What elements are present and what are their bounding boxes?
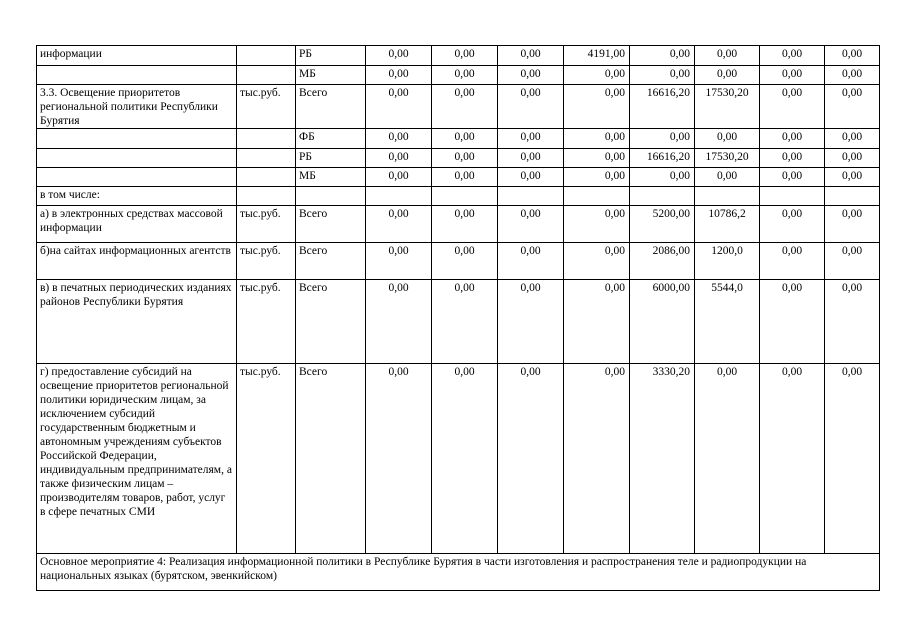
value-cell: 0,00 xyxy=(564,280,630,364)
value-cell: 0,00 xyxy=(825,206,880,243)
value-cell: 10786,2 xyxy=(695,206,760,243)
value-cell: 0,00 xyxy=(498,280,564,364)
table-row xyxy=(37,243,880,280)
source-cell: ФБ xyxy=(296,129,366,149)
row-name-cell: б)на сайтах информационных агентств xyxy=(37,243,237,280)
unit-cell xyxy=(237,187,296,206)
value-cell: 0,00 xyxy=(564,364,630,554)
value-cell: 0,00 xyxy=(825,85,880,129)
value-cell: 0,00 xyxy=(366,168,432,187)
value-cell: 16616,20 xyxy=(630,85,695,129)
value-cell: 0,00 xyxy=(695,66,760,85)
value-cell: 4191,00 xyxy=(564,46,630,66)
source-cell: РБ xyxy=(296,149,366,168)
table-row xyxy=(37,66,880,85)
value-cell: 17530,20 xyxy=(695,85,760,129)
row-name-cell: а) в электронных средствах массовой информации xyxy=(37,206,237,243)
table-row xyxy=(37,168,880,187)
value-cell: 1200,0 xyxy=(695,243,760,280)
value-cell: 0,00 xyxy=(760,206,825,243)
value-cell xyxy=(760,187,825,206)
unit-cell: тыс.руб. xyxy=(237,280,296,364)
value-cell: 0,00 xyxy=(760,85,825,129)
value-cell xyxy=(366,187,432,206)
value-cell: 0,00 xyxy=(366,243,432,280)
table-row xyxy=(37,149,880,168)
value-cell: 17530,20 xyxy=(695,149,760,168)
value-cell: 0,00 xyxy=(432,280,498,364)
value-cell: 0,00 xyxy=(760,66,825,85)
source-cell: МБ xyxy=(296,66,366,85)
value-cell: 6000,00 xyxy=(630,280,695,364)
value-cell: 0,00 xyxy=(564,66,630,85)
table-row xyxy=(37,364,880,554)
unit-cell xyxy=(237,168,296,187)
value-cell: 0,00 xyxy=(432,85,498,129)
value-cell: 0,00 xyxy=(498,168,564,187)
row-name-cell xyxy=(37,149,237,168)
value-cell: 0,00 xyxy=(564,206,630,243)
table-row xyxy=(37,554,880,591)
unit-cell xyxy=(237,129,296,149)
value-cell: 0,00 xyxy=(432,206,498,243)
value-cell: 0,00 xyxy=(630,168,695,187)
value-cell: 0,00 xyxy=(564,243,630,280)
value-cell xyxy=(498,187,564,206)
value-cell: 0,00 xyxy=(630,129,695,149)
value-cell: 0,00 xyxy=(498,46,564,66)
value-cell xyxy=(432,187,498,206)
row-name-cell: информации xyxy=(37,46,237,66)
unit-cell: тыс.руб. xyxy=(237,85,296,129)
value-cell: 5544,0 xyxy=(695,280,760,364)
source-cell: Всего xyxy=(296,280,366,364)
table-row xyxy=(37,187,880,206)
value-cell: 0,00 xyxy=(366,46,432,66)
value-cell: 0,00 xyxy=(366,149,432,168)
row-name-cell xyxy=(37,168,237,187)
value-cell: 5200,00 xyxy=(630,206,695,243)
value-cell: 0,00 xyxy=(760,280,825,364)
value-cell: 16616,20 xyxy=(630,149,695,168)
value-cell: 0,00 xyxy=(760,364,825,554)
value-cell: 3330,20 xyxy=(630,364,695,554)
value-cell: 0,00 xyxy=(825,243,880,280)
row-name-cell: в) в печатных периодических изданиях районов Республики Бурятия xyxy=(37,280,237,364)
value-cell: 0,00 xyxy=(630,66,695,85)
value-cell: 0,00 xyxy=(498,129,564,149)
row-name-cell: 3.3. Освещение приоритетов региональной политики Республики Бурятия xyxy=(37,85,237,129)
footer-activity-cell: Основное мероприятие 4: Реализация информационной политики в Республике Бурятия в части изготовления и распространения теле и радиопродукции на национальных языках (бурятском, эвенкийском) xyxy=(37,554,880,591)
value-cell: 0,00 xyxy=(695,129,760,149)
row-name-cell: в том числе: xyxy=(37,187,237,206)
row-name-cell xyxy=(37,66,237,85)
source-cell: Всего xyxy=(296,85,366,129)
table-row xyxy=(37,85,880,129)
value-cell: 0,00 xyxy=(432,66,498,85)
value-cell: 0,00 xyxy=(564,168,630,187)
source-cell: Всего xyxy=(296,206,366,243)
table-row xyxy=(37,280,880,364)
value-cell xyxy=(630,187,695,206)
unit-cell xyxy=(237,66,296,85)
unit-cell: тыс.руб. xyxy=(237,364,296,554)
value-cell: 0,00 xyxy=(498,149,564,168)
value-cell: 0,00 xyxy=(760,243,825,280)
value-cell: 0,00 xyxy=(366,206,432,243)
table-body xyxy=(37,46,880,591)
value-cell: 0,00 xyxy=(498,206,564,243)
value-cell: 2086,00 xyxy=(630,243,695,280)
value-cell: 0,00 xyxy=(760,129,825,149)
source-cell: Всего xyxy=(296,243,366,280)
value-cell: 0,00 xyxy=(432,129,498,149)
table-row xyxy=(37,129,880,149)
value-cell: 0,00 xyxy=(366,364,432,554)
value-cell: 0,00 xyxy=(760,46,825,66)
value-cell: 0,00 xyxy=(432,149,498,168)
row-name-cell xyxy=(37,129,237,149)
value-cell: 0,00 xyxy=(432,168,498,187)
table-row xyxy=(37,46,880,66)
source-cell: МБ xyxy=(296,168,366,187)
budget-table xyxy=(36,45,880,591)
value-cell: 0,00 xyxy=(825,149,880,168)
value-cell: 0,00 xyxy=(695,364,760,554)
value-cell: 0,00 xyxy=(695,46,760,66)
unit-cell xyxy=(237,46,296,66)
value-cell: 0,00 xyxy=(498,243,564,280)
value-cell xyxy=(695,187,760,206)
value-cell: 0,00 xyxy=(630,46,695,66)
unit-cell: тыс.руб. xyxy=(237,206,296,243)
source-cell xyxy=(296,187,366,206)
value-cell: 0,00 xyxy=(432,364,498,554)
value-cell: 0,00 xyxy=(366,129,432,149)
value-cell: 0,00 xyxy=(366,66,432,85)
value-cell: 0,00 xyxy=(825,280,880,364)
value-cell: 0,00 xyxy=(760,149,825,168)
value-cell: 0,00 xyxy=(366,280,432,364)
source-cell: РБ xyxy=(296,46,366,66)
value-cell: 0,00 xyxy=(564,85,630,129)
value-cell: 0,00 xyxy=(825,46,880,66)
value-cell: 0,00 xyxy=(432,46,498,66)
value-cell xyxy=(825,187,880,206)
value-cell: 0,00 xyxy=(498,85,564,129)
value-cell: 0,00 xyxy=(695,168,760,187)
row-name-cell: г) предоставление субсидий на освещение приоритетов региональной политики юридическим лицам, за исключением субсидий государственным бюджетным и автономным учреждениям субъектов Российской Федерации, индивидуальным предпринимателям, а также физическим лицам – производителям товаров, работ, услуг в сфере печатных СМИ xyxy=(37,364,237,554)
source-cell: Всего xyxy=(296,364,366,554)
unit-cell xyxy=(237,149,296,168)
value-cell: 0,00 xyxy=(432,243,498,280)
table-row xyxy=(37,206,880,243)
value-cell: 0,00 xyxy=(825,364,880,554)
value-cell: 0,00 xyxy=(564,149,630,168)
value-cell: 0,00 xyxy=(498,364,564,554)
unit-cell: тыс.руб. xyxy=(237,243,296,280)
value-cell xyxy=(564,187,630,206)
value-cell: 0,00 xyxy=(825,129,880,149)
value-cell: 0,00 xyxy=(760,168,825,187)
value-cell: 0,00 xyxy=(825,168,880,187)
value-cell: 0,00 xyxy=(498,66,564,85)
value-cell: 0,00 xyxy=(564,129,630,149)
value-cell: 0,00 xyxy=(825,66,880,85)
value-cell: 0,00 xyxy=(366,85,432,129)
